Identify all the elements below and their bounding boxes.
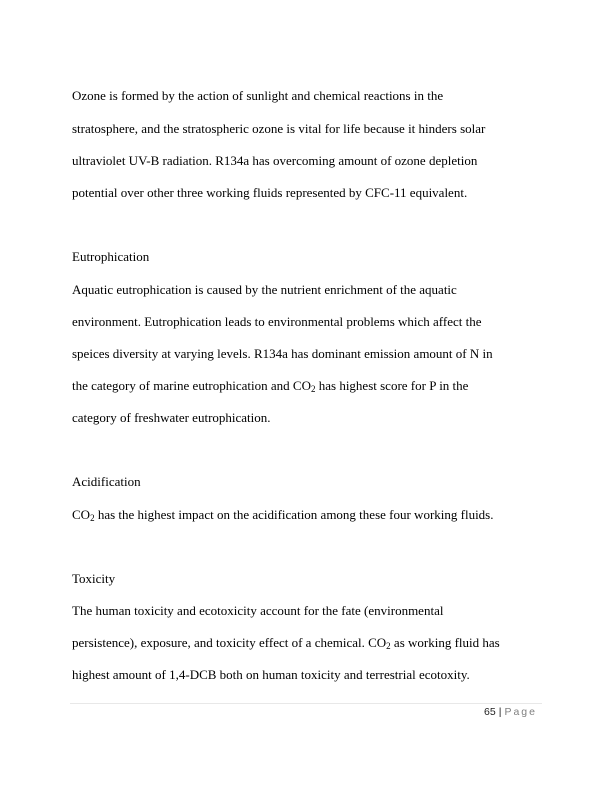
ozone-paragraph-line-2: stratosphere, and the stratospheric ozone is vital for life because it hinders solar [72, 121, 486, 136]
toxicity-line-2 [72, 635, 500, 651]
page-footer [484, 706, 537, 718]
co2-subscript: 2 [310, 384, 316, 394]
ozone-paragraph-line-1: Ozone is formed by the action of sunlight and chemical reactions in the [72, 88, 444, 103]
eutrophication-line-4-start: the category of marine eutrophication and CO [72, 378, 311, 393]
toxicity-line-2-start: persistence), exposure, and toxicity effect of a chemical. CO [72, 635, 387, 650]
ozone-paragraph-line-3: ultraviolet UV-B radiation. R134a has overcoming amount of ozone depletion [72, 153, 478, 168]
co2-subscript: 2 [386, 641, 391, 651]
footer-divider [70, 703, 542, 704]
eutrophication-line-4 [72, 378, 468, 394]
acidification-heading: Acidification [72, 474, 141, 489]
toxicity-line-2-end: as working fluid has [390, 635, 500, 650]
co2-subscript: 2 [90, 513, 95, 523]
footer-separator: | [498, 706, 502, 718]
eutrophication-line-1: Aquatic eutrophication is caused by the nutrient enrichment of the aquatic [72, 282, 457, 297]
acidification-line-1-start: CO [72, 507, 91, 522]
acidification-line-1-end: has the highest impact on the acidification among these four working fluids. [94, 507, 494, 522]
acidification-line-1 [72, 507, 494, 523]
eutrophication-line-3: speices diversity at varying levels. R134a has dominant emission amount of N in [72, 346, 493, 361]
eutrophication-line-4-end: has highest score for P in the [315, 378, 469, 393]
ozone-paragraph-line-4: potential over other three working fluids represented by CFC-11 equivalent. [72, 185, 468, 200]
toxicity-heading: Toxicity [72, 571, 116, 586]
eutrophication-line-5: category of freshwater eutrophication. [72, 410, 271, 425]
page-label: Page [504, 706, 537, 718]
page-number: 65 [484, 706, 496, 718]
toxicity-line-1: The human toxicity and ecotoxicity account for the fate (environmental [72, 603, 444, 618]
eutrophication-heading: Eutrophication [72, 249, 150, 264]
eutrophication-line-2: environment. Eutrophication leads to environmental problems which affect the [72, 314, 482, 329]
toxicity-line-3: highest amount of 1,4-DCB both on human toxicity and terrestrial ecotoxity. [72, 667, 470, 682]
